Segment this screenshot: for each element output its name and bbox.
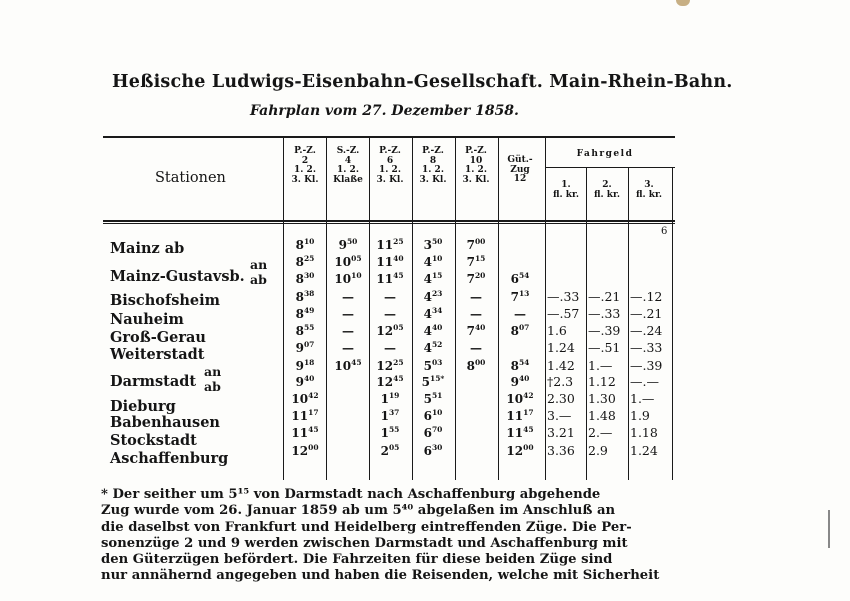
fare-cell: 1.30	[588, 391, 616, 406]
time-cell	[454, 324, 498, 338]
time-hours: 1	[380, 392, 389, 406]
train-column-header-line: 6	[386, 155, 394, 166]
time-minutes: 52	[431, 340, 443, 349]
time-hours: 8	[295, 307, 304, 321]
time-cell	[411, 359, 455, 373]
time-hours: 5	[423, 392, 432, 406]
time-hours: —	[342, 307, 354, 321]
time-cell	[368, 238, 412, 252]
station-name: Dieburg	[110, 398, 176, 415]
fare-cell: 1.18	[630, 425, 658, 440]
fare-cell: —.—	[630, 374, 659, 389]
time-cell	[454, 341, 498, 355]
station-name: Stockstadt	[110, 432, 197, 449]
time-cell	[411, 272, 455, 286]
time-hours: 8	[295, 324, 304, 338]
time-minutes: 45	[393, 271, 404, 280]
time-minutes: 07	[518, 323, 530, 332]
fare-cell: —.33	[588, 306, 621, 321]
time-hours: 9	[295, 375, 304, 389]
time-minutes: 18	[303, 358, 315, 367]
fare-group-rule	[545, 167, 675, 168]
time-hours: —	[342, 290, 354, 304]
train-column-header	[411, 147, 455, 185]
time-minutes: 00	[474, 237, 486, 246]
time-hours: 10	[334, 255, 352, 269]
station-name: Bischofsheim	[110, 292, 220, 309]
time-hours: 4	[423, 272, 432, 286]
time-minutes: 17	[523, 408, 534, 417]
fare-cell: 1.—	[630, 391, 655, 406]
train-column-header-line: 3. Kl.	[462, 174, 490, 185]
time-cell	[283, 307, 327, 321]
time-cell	[283, 341, 327, 355]
time-hours: 1	[380, 426, 389, 440]
time-minutes: 15	[474, 254, 486, 263]
time-minutes: 07	[303, 340, 315, 349]
time-hours: 3	[423, 238, 432, 252]
fare-class-header	[586, 181, 628, 200]
train-column-header-line: P.-Z.	[379, 146, 401, 156]
fare-cell: †2.3	[547, 374, 574, 389]
time-minutes: 17	[308, 408, 319, 417]
fare-header: Fahrgeld	[576, 149, 634, 159]
fare-cell: —.33	[547, 289, 580, 304]
footnote-line: nur annähernd angegeben und haben die Reisenden, welche mit Sicherheit	[101, 568, 660, 584]
time-minutes: 03	[431, 358, 443, 367]
fare-class-header-line: 1.	[561, 180, 571, 190]
station-name: Darmstadt	[110, 373, 197, 390]
time-hours: —	[470, 341, 482, 355]
time-hours: 6	[423, 426, 432, 440]
train-column-header-line: 10	[469, 155, 483, 166]
time-minutes: 50	[346, 237, 358, 246]
time-cell	[326, 272, 370, 286]
time-hours: 12	[506, 444, 524, 458]
train-column-header-line: 1. 2.	[465, 165, 487, 175]
station-name: Babenhausen	[110, 414, 220, 431]
station-name: Mainz ab	[110, 240, 185, 257]
fare-cell: —.51	[588, 340, 621, 355]
time-cell	[326, 324, 370, 338]
time-hours: 5	[423, 359, 432, 373]
station-name: Weiterstadt	[110, 346, 205, 363]
time-cell	[326, 290, 370, 304]
fare-cell: —.12	[630, 289, 663, 304]
time-minutes: 40	[393, 254, 404, 263]
fare-cell: —.33	[630, 340, 663, 355]
fare-cell: 1.24	[630, 443, 658, 458]
train-column-header-line: P.-Z.	[465, 146, 487, 156]
time-cell	[454, 290, 498, 304]
train-column-header	[326, 147, 370, 185]
time-cell	[326, 341, 370, 355]
train-column-header-line: 1. 2.	[379, 165, 401, 175]
time-hours: 8	[295, 255, 304, 269]
time-hours: 4	[423, 290, 432, 304]
footnote-line: den Güterzügen befördert. Die Fahrzeiten für diese beiden Züge sind	[101, 552, 613, 568]
time-minutes: 15*	[430, 374, 445, 383]
ab-label: ab	[204, 379, 221, 394]
time-minutes: 05	[393, 323, 404, 332]
time-cell	[498, 375, 542, 389]
time-minutes: 55	[388, 425, 400, 434]
time-cell	[368, 392, 412, 406]
fare-class-header-line: 2.	[602, 180, 612, 190]
time-minutes: 38	[303, 289, 315, 298]
time-minutes: 00	[474, 358, 486, 367]
time-minutes: 00	[523, 443, 534, 452]
time-cell	[454, 238, 498, 252]
time-cell	[411, 307, 455, 321]
time-hours: —	[342, 324, 354, 338]
fare-cell: —.39	[630, 358, 663, 373]
time-cell	[368, 444, 412, 458]
time-cell	[368, 324, 412, 338]
train-column-header-line: P.-Z.	[422, 146, 444, 156]
time-hours: 8	[295, 238, 304, 252]
page-title: Heßische Ludwigs-Eisenbahn-Gesellschaft. Main-Rhein-Bahn.	[112, 72, 733, 92]
paper-edge-mark	[828, 510, 830, 548]
time-cell	[498, 307, 542, 321]
time-minutes: 10	[351, 271, 362, 280]
train-column-header-line: 3. Kl.	[419, 174, 447, 185]
train-column-header	[454, 147, 498, 185]
time-minutes: 05	[351, 254, 362, 263]
time-hours: 6	[510, 272, 519, 286]
time-cell	[326, 359, 370, 373]
footnote-line: die daselbst von Frankfurt und Heidelberg eintreffenden Züge. Die Per-	[101, 519, 632, 535]
fare-cell: 1.—	[588, 358, 613, 373]
an-label: an	[250, 257, 268, 272]
footnote	[101, 487, 671, 585]
fare-cell: 1.9	[630, 408, 650, 423]
train-column-header-line: 2	[301, 155, 309, 166]
time-minutes: 45	[351, 358, 362, 367]
time-minutes: 10	[431, 408, 443, 417]
time-hours: 6	[423, 409, 432, 423]
time-hours: 10	[334, 359, 352, 373]
fare-class-header-line: fl. kr.	[552, 189, 580, 200]
fare-cell: 1.48	[588, 408, 616, 423]
train-column-header-line: 8	[429, 155, 437, 166]
time-minutes: 20	[474, 271, 486, 280]
time-minutes: 50	[431, 237, 443, 246]
footnote-line: Zug wurde vom 26. Januar 1859 ab um 5⁴⁰ abgelaßen im Anschluß an	[101, 503, 616, 519]
time-hours: —	[342, 341, 354, 355]
train-column-header-line: S.-Z.	[336, 146, 360, 156]
train-column-header-line: Güt.-	[507, 155, 533, 165]
time-cell	[283, 324, 327, 338]
time-cell	[326, 255, 370, 269]
time-minutes: 40	[474, 323, 486, 332]
time-cell	[283, 444, 327, 458]
train-column-header-line: 4	[344, 155, 352, 166]
time-hours: 7	[466, 238, 475, 252]
time-cell	[326, 238, 370, 252]
fare-corner-mark: 6	[661, 226, 668, 237]
time-minutes: 37	[388, 408, 400, 417]
table-header-rule-2	[103, 223, 675, 224]
time-hours: —	[384, 307, 396, 321]
time-minutes: 00	[308, 443, 319, 452]
time-minutes: 70	[431, 425, 443, 434]
time-cell	[283, 359, 327, 373]
time-cell	[498, 272, 542, 286]
time-cell	[368, 426, 412, 440]
time-cell	[454, 272, 498, 286]
time-hours: 11	[506, 409, 524, 423]
time-cell	[283, 375, 327, 389]
time-hours: 12	[376, 375, 394, 389]
footnote-line: sonenzüge 2 und 9 werden zwischen Darmstadt und Aschaffenburg mit	[101, 535, 628, 551]
time-hours: 8	[295, 272, 304, 286]
time-minutes: 45	[308, 425, 319, 434]
time-cell	[498, 359, 542, 373]
time-cell	[411, 238, 455, 252]
fare-class-header	[545, 181, 587, 200]
fare-class-header-line: fl. kr.	[635, 189, 663, 200]
train-column-header	[498, 156, 542, 194]
train-column-header-line: 1. 2.	[294, 165, 316, 175]
time-minutes: 25	[393, 237, 404, 246]
time-minutes: 34	[431, 306, 443, 315]
time-minutes: 30	[431, 443, 443, 452]
time-hours: 4	[423, 324, 432, 338]
fare-cell: —.21	[588, 289, 621, 304]
time-hours: 5	[421, 375, 430, 389]
train-column-header-line: 1. 2.	[422, 165, 444, 175]
time-cell	[368, 255, 412, 269]
time-minutes: 49	[303, 306, 315, 315]
fare-cell: 3.21	[547, 425, 575, 440]
time-minutes: 40	[518, 374, 530, 383]
time-hours: 11	[376, 238, 394, 252]
time-hours: 11	[376, 272, 394, 286]
time-cell	[411, 375, 455, 389]
time-cell	[283, 392, 327, 406]
time-hours: 7	[510, 290, 519, 304]
time-cell	[498, 290, 542, 304]
time-hours: —	[470, 290, 482, 304]
time-cell	[283, 426, 327, 440]
time-cell	[368, 409, 412, 423]
time-minutes: 42	[523, 391, 534, 400]
time-cell	[411, 444, 455, 458]
fare-cell: 1.24	[547, 340, 575, 355]
time-hours: 8	[510, 359, 519, 373]
train-column-header-line: 12	[513, 174, 527, 184]
time-minutes: 45	[523, 425, 534, 434]
time-cell	[283, 272, 327, 286]
fare-cell: 1.6	[547, 323, 567, 338]
page-subtitle: Fahrplan vom 27. Dezember 1858.	[250, 103, 519, 119]
time-cell	[283, 409, 327, 423]
time-hours: 4	[423, 255, 432, 269]
time-hours: —	[384, 341, 396, 355]
table-top-rule	[103, 136, 675, 138]
time-hours: —	[384, 290, 396, 304]
time-hours: 12	[291, 444, 309, 458]
station-name: Mainz-Gustavsb.	[110, 268, 245, 285]
fare-cell: 2.9	[588, 443, 608, 458]
fare-cell: —.57	[547, 306, 580, 321]
time-hours: 10	[291, 392, 309, 406]
table-header-rule	[103, 220, 675, 222]
train-column-header-line: 3. Kl.	[376, 174, 404, 185]
time-hours: 6	[423, 444, 432, 458]
time-cell	[498, 409, 542, 423]
station-name: Groß-Gerau	[110, 329, 206, 346]
time-cell	[411, 324, 455, 338]
time-hours: 4	[423, 341, 432, 355]
fare-cell: 1.12	[588, 374, 616, 389]
ab-label: ab	[250, 272, 267, 287]
time-hours: 12	[376, 324, 394, 338]
train-column-header-line: 1. 2.	[337, 165, 359, 175]
time-cell	[368, 375, 412, 389]
stations-header: Stationen	[155, 170, 226, 186]
fare-cell: 3.—	[547, 408, 572, 423]
time-cell	[498, 392, 542, 406]
fare-cell: 2.30	[547, 391, 575, 406]
time-cell	[411, 290, 455, 304]
time-cell	[498, 426, 542, 440]
time-hours: 11	[376, 255, 394, 269]
time-hours: 8	[466, 359, 475, 373]
time-cell	[498, 444, 542, 458]
time-cell	[454, 255, 498, 269]
time-cell	[283, 238, 327, 252]
time-minutes: 51	[431, 391, 443, 400]
fare-cell: 3.36	[547, 443, 575, 458]
time-minutes: 23	[431, 289, 443, 298]
time-minutes: 40	[303, 374, 315, 383]
time-hours: 9	[510, 375, 519, 389]
time-hours: 11	[291, 409, 309, 423]
time-hours: 7	[466, 324, 475, 338]
fare-class-header-line: 3.	[644, 180, 654, 190]
time-cell	[283, 290, 327, 304]
train-column-header-line	[498, 185, 542, 195]
time-minutes: 54	[518, 358, 530, 367]
time-cell	[411, 255, 455, 269]
time-minutes: 15	[431, 271, 443, 280]
fare-cell: —.24	[630, 323, 663, 338]
time-minutes: 05	[388, 443, 400, 452]
time-minutes: 19	[388, 391, 400, 400]
time-hours: 2	[380, 444, 389, 458]
time-minutes: 45	[393, 374, 404, 383]
fare-cell: 1.42	[547, 358, 575, 373]
fare-cell: —.39	[588, 323, 621, 338]
time-hours: 11	[506, 426, 524, 440]
time-minutes: 25	[303, 254, 315, 263]
time-hours: 4	[423, 307, 432, 321]
train-column-header-line: Zug	[510, 164, 530, 175]
time-hours: 9	[338, 238, 347, 252]
time-cell	[411, 409, 455, 423]
time-hours: 8	[295, 290, 304, 304]
time-cell	[454, 359, 498, 373]
time-hours: 10	[334, 272, 352, 286]
train-column-header-line: P.-Z.	[294, 146, 316, 156]
time-minutes: 10	[303, 237, 315, 246]
train-column-header	[283, 147, 327, 185]
time-minutes: 30	[303, 271, 315, 280]
fare-class-header-line: fl. kr.	[593, 189, 621, 200]
time-cell	[368, 272, 412, 286]
fare-class-header	[628, 181, 670, 200]
time-hours: 8	[510, 324, 519, 338]
time-cell	[368, 290, 412, 304]
time-minutes: 42	[308, 391, 319, 400]
time-hours: —	[514, 307, 526, 321]
station-name: Nauheim	[110, 311, 184, 328]
time-cell	[411, 426, 455, 440]
time-hours: 10	[506, 392, 524, 406]
time-minutes: 13	[518, 289, 530, 298]
time-hours: 1	[380, 409, 389, 423]
fare-cell: 2.—	[588, 425, 613, 440]
train-column-header-line: Klaße	[333, 174, 363, 185]
time-cell	[498, 324, 542, 338]
train-column-header-line: 3. Kl.	[291, 174, 319, 185]
time-cell	[411, 392, 455, 406]
time-hours: 12	[376, 359, 394, 373]
fare-cell: —.21	[630, 306, 663, 321]
time-hours: 9	[295, 341, 304, 355]
footnote-line: * Der seither um 5¹⁵ von Darmstadt nach Aschaffenburg abgehende	[101, 487, 601, 502]
time-hours: —	[470, 307, 482, 321]
time-cell	[411, 341, 455, 355]
time-minutes: 55	[303, 323, 315, 332]
time-cell	[368, 307, 412, 321]
time-hours: 11	[291, 426, 309, 440]
time-cell	[454, 307, 498, 321]
time-hours: 9	[295, 359, 304, 373]
time-cell	[326, 307, 370, 321]
an-label: an	[204, 364, 222, 379]
time-minutes: 25	[393, 358, 404, 367]
time-cell	[368, 359, 412, 373]
column-divider	[672, 168, 673, 480]
time-hours: 7	[466, 272, 475, 286]
time-minutes: 54	[518, 271, 530, 280]
train-column-header	[368, 147, 412, 185]
time-cell	[368, 341, 412, 355]
time-cell	[283, 255, 327, 269]
time-minutes: 40	[431, 323, 443, 332]
station-name: Aschaffenburg	[110, 450, 229, 467]
time-minutes: 10	[431, 254, 443, 263]
paper-stain	[676, 0, 690, 6]
time-hours: 7	[466, 255, 475, 269]
